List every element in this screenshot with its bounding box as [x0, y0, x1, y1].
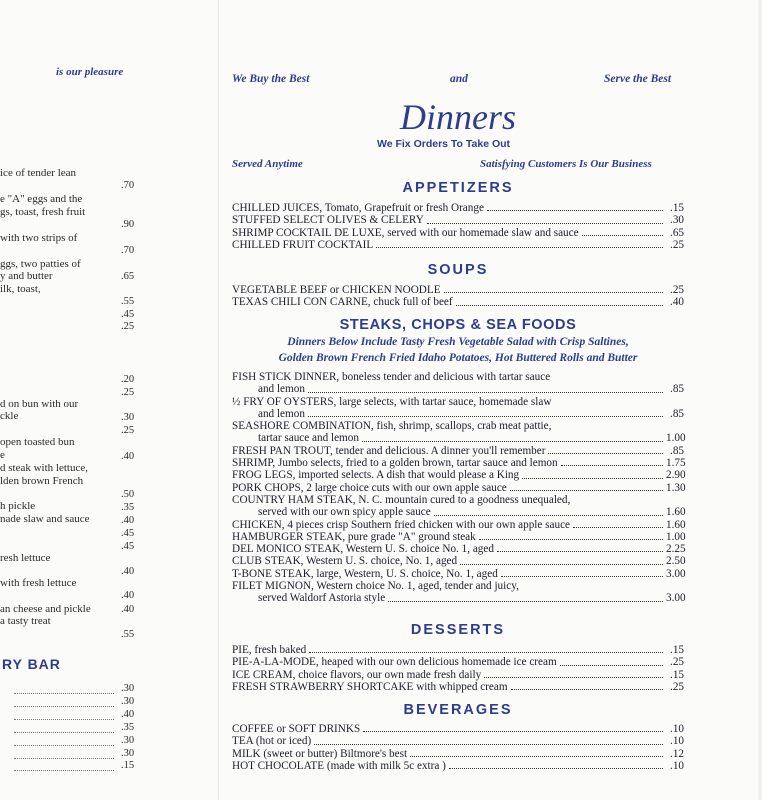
menu-item-row [232, 656, 684, 668]
header-middle: and [450, 73, 468, 85]
left-line: ilk, toast, [0, 283, 41, 295]
menu-item-row [232, 420, 684, 432]
left-leader [14, 732, 114, 733]
menu-item-name: SHRIMP, Jumbo selects, fried to a golden brown, tartar sauce and lemon [232, 457, 558, 470]
menu-item-name: FROG LEGS, imported selects. A dish that would please a King [232, 469, 520, 482]
left-line: open toasted bun [0, 436, 75, 448]
menu-item-price: .25 [670, 680, 684, 693]
menu-item-name: SHRIMP COCKTAIL DE LUXE, served with our homemade slaw and sauce [232, 226, 579, 239]
menu-item-name: CHILLED JUICES, Tomato, Grapefruit or fresh Orange [232, 202, 484, 214]
menu-item-row [232, 555, 684, 567]
dot-leader [497, 550, 663, 552]
left-price: .40 [121, 604, 135, 615]
left-price: .40 [121, 566, 135, 577]
menu-item-row [232, 482, 684, 494]
header-right: Serve the Best [604, 73, 672, 85]
left-price: .45 [121, 528, 135, 539]
left-line: a tasty treat [0, 615, 51, 627]
left-price: .70 [121, 180, 135, 191]
dot-leader [548, 452, 663, 454]
menu-item-price: 3.00 [666, 592, 686, 605]
menu-item-row [232, 296, 684, 308]
menu-item-price: 3.00 [666, 567, 686, 580]
left-leader [14, 770, 114, 771]
left-price: .55 [121, 629, 135, 640]
menu-item-row [232, 669, 684, 681]
menu-item-price: .85 [670, 383, 684, 396]
page-subtitle: We Fix Orders To Take Out [377, 138, 511, 150]
menu-item-name: FRESH STRAWBERRY SHORTCAKE with whipped cream [232, 680, 508, 693]
menu-item-row [232, 445, 684, 457]
menu-item-row [232, 644, 684, 656]
menu-item-price: 2.50 [666, 555, 686, 568]
tag-left: Served Anytime [232, 158, 303, 170]
steaks-note-2: Golden Brown French Fried Idaho Potatoes, Hot Buttered Rolls and Butter [278, 352, 638, 364]
menu-item-row [232, 735, 684, 747]
dot-leader [511, 688, 663, 690]
menu-item-name: VEGETABLE BEEF or CHICKEN NOODLE [232, 284, 441, 296]
left-line: ggs, two patties of [0, 258, 81, 270]
menu-item-row [232, 531, 684, 543]
left-line: h pickle [0, 500, 36, 512]
dot-leader [561, 464, 663, 466]
steaks-note-1: Dinners Below Include Tasty Fresh Vegetable Salad with Crisp Saltines, [287, 336, 629, 348]
left-line: e "A" eggs and the [0, 193, 83, 205]
menu-item-price: .85 [670, 407, 684, 420]
menu-item-name: MILK (sweet or butter) Biltmore's best [232, 747, 408, 760]
menu-item-price: .10 [670, 723, 684, 735]
left-line: ice of tender lean [0, 167, 77, 179]
menu-item-row [232, 432, 684, 444]
dot-leader [308, 415, 663, 417]
left-price: .45 [121, 309, 135, 320]
dot-leader [460, 563, 663, 565]
menu-item-price: .30 [670, 214, 684, 227]
left-price: .40 [121, 709, 135, 720]
menu-item-name: CHILLED FRUIT COCKTAIL [232, 238, 374, 251]
left-line: lden brown French [0, 475, 84, 487]
left-leader [14, 745, 114, 746]
left-leader [14, 693, 114, 694]
menu-item-name: CHICKEN, 4 pieces crisp Southern fried chicken with our own apple sauce [232, 518, 571, 531]
menu-item-name: PIE-A-LA-MODE, heaped with our own delicious homemade ice cream [232, 656, 557, 669]
menu-item-price: .85 [670, 444, 684, 457]
left-price: .90 [121, 219, 135, 230]
menu-item-row [232, 284, 684, 296]
dot-leader [487, 209, 663, 211]
menu-item-row [232, 457, 684, 469]
dot-leader [363, 730, 663, 732]
menu-item-name: TEXAS CHILI CON CARNE, chuck full of beef [232, 296, 453, 309]
left-price: .35 [121, 502, 135, 513]
page-fold [218, 0, 219, 800]
beverages-heading: BEVERAGES [403, 702, 513, 718]
menu-item-row [232, 723, 684, 735]
menu-item-row [232, 506, 684, 518]
menu-item-name: PIE, fresh baked [232, 644, 307, 656]
left-price: .30 [121, 735, 135, 746]
menu-item-price: .12 [670, 747, 684, 760]
dot-leader [309, 651, 663, 653]
dot-leader [560, 664, 663, 666]
menu-item-row [232, 681, 684, 693]
dot-leader [434, 514, 663, 516]
menu-item-price: .10 [670, 759, 684, 772]
dot-leader [479, 538, 663, 540]
menu-item-name: COFFEE or SOFT DRINKS [232, 723, 361, 735]
dot-leader [410, 755, 663, 757]
bar-heading: RY BAR [2, 656, 61, 672]
menu-item-price: .40 [670, 296, 684, 309]
menu-item-row [232, 408, 684, 420]
menu-item-row [232, 580, 684, 592]
left-line: resh lettuce [0, 552, 51, 564]
dot-leader [573, 526, 663, 528]
soups-heading: SOUPS [427, 262, 489, 278]
left-price: .20 [121, 374, 135, 385]
left-price: .30 [121, 696, 135, 707]
menu-item-name: T-BONE STEAK, large, Western, U. S. choice, No. 1, aged [232, 567, 498, 580]
dot-leader [314, 743, 663, 745]
menu-item-name: TEA (hot or iced) [232, 735, 312, 748]
left-line: e [0, 449, 5, 461]
menu-item-row [232, 748, 684, 760]
left-price: .65 [121, 271, 135, 282]
steaks-list [232, 371, 684, 605]
menu-item-name: served with our own spicy apple sauce [258, 506, 431, 519]
menu-item-name: tartar sauce and lemon [258, 432, 359, 445]
left-price: .45 [121, 541, 135, 552]
menu-item-price: 2.25 [666, 543, 686, 556]
appetizers-heading: APPETIZERS [402, 180, 514, 196]
menu-item-row [232, 227, 684, 239]
dot-leader [501, 575, 663, 577]
left-price: .30 [121, 683, 135, 694]
menu-item-name: FISH STICK DINNER, boneless tender and delicious with tartar sauce [232, 371, 551, 383]
desserts-heading: DESSERTS [410, 622, 506, 638]
appetizers-list [232, 202, 684, 251]
menu-item-price: .15 [670, 668, 684, 681]
tag-right: Satisfying Customers Is Our Business [480, 158, 652, 170]
left-line: an cheese and pickle [0, 603, 91, 615]
menu-item-name: ½ FRY OF OYSTERS, large selects, with tartar sauce, homemade slaw [232, 395, 552, 408]
menu-item-row [232, 396, 684, 408]
menu-item-row [232, 214, 684, 226]
menu-item-row [232, 383, 684, 395]
menu-item-row [232, 202, 684, 214]
dot-leader [308, 391, 663, 393]
left-price: .25 [121, 425, 135, 436]
menu-item-name: FILET MIGNON, Western choice No. 1, aged, tender and juicy, [232, 580, 519, 593]
menu-item-row [232, 239, 684, 251]
left-price: .40 [121, 515, 135, 526]
menu-item-price: .65 [670, 226, 684, 239]
menu-item-price: 1.00 [666, 530, 686, 543]
dot-leader [456, 304, 663, 306]
dot-leader [427, 222, 663, 224]
left-price: .25 [121, 387, 135, 398]
menu-item-price: 1.60 [666, 518, 686, 531]
menu-item-name: PORK CHOPS, 2 large choice cuts with our own apple sauce [232, 481, 507, 494]
menu-item-name: STUFFED SELECT OLIVES & CELERY [232, 214, 424, 227]
desserts-list [232, 644, 684, 693]
menu-item-price: 1.30 [666, 481, 686, 494]
left-panel [0, 0, 140, 800]
left-price: .30 [121, 748, 135, 759]
menu-item-name: SEASHORE COMBINATION, fish, shrimp, scallops, crab meat pattie, [232, 420, 552, 433]
menu-item-row [232, 568, 684, 580]
menu-item-price: 1.60 [666, 506, 686, 519]
menu-item-price: 1.75 [666, 457, 686, 470]
dot-leader [362, 440, 663, 442]
left-price: .50 [121, 489, 135, 500]
menu-item-name: served Waldorf Astoria style [258, 592, 386, 605]
menu-item-name: DEL MONICO STEAK, Western U. S. choice No. 1, aged [232, 543, 494, 556]
beverages-list [232, 723, 684, 772]
menu-item-price: .10 [670, 735, 684, 748]
left-leader [14, 758, 114, 759]
left-line: with fresh lettuce [0, 577, 77, 589]
left-tagline: is our pleasure [56, 66, 124, 78]
menu-item-row [232, 592, 684, 604]
dot-leader [388, 600, 663, 602]
dot-leader [522, 477, 663, 479]
left-price: .55 [121, 296, 135, 307]
left-line: gs, toast, fresh fruit [0, 206, 86, 218]
header-left: We Buy the Best [232, 73, 310, 85]
menu-item-price: .15 [670, 202, 684, 214]
left-line: y and butter [0, 270, 53, 282]
dot-leader [510, 489, 663, 491]
menu-item-price: .25 [670, 284, 684, 296]
page-edge [758, 0, 762, 800]
left-line: with two strips of [0, 232, 78, 244]
left-price: .40 [121, 590, 135, 601]
menu-item-row [232, 543, 684, 555]
menu-item-name: HAMBURGER STEAK, pure grade "A" ground steak [232, 530, 476, 543]
menu-item-price: .25 [670, 656, 684, 669]
menu-item-price: .25 [670, 238, 684, 251]
menu-item-name: and lemon [258, 407, 305, 420]
soups-list [232, 284, 684, 309]
left-line: d on bun with our [0, 398, 79, 410]
left-price: .25 [121, 321, 135, 332]
left-line: nade slaw and sauce [0, 513, 90, 525]
menu-item-price: .15 [670, 644, 684, 656]
dot-leader [376, 246, 663, 248]
menu-item-name: FRESH PAN TROUT, tender and delicious. A dinner you'll remember [232, 444, 546, 457]
left-leader [14, 719, 114, 720]
left-price: .70 [121, 245, 135, 256]
left-line: ckle [0, 410, 19, 422]
page-title: Dinners [400, 97, 516, 137]
left-price: .40 [121, 451, 135, 462]
left-leader [14, 706, 114, 707]
dot-leader [484, 676, 663, 678]
left-line: d steak with lettuce, [0, 462, 88, 474]
dot-leader [444, 291, 663, 293]
menu-item-row [232, 494, 684, 506]
menu-item-name: and lemon [258, 383, 305, 396]
menu-item-price: 2.90 [666, 469, 686, 482]
left-price: .15 [121, 760, 135, 771]
dot-leader [582, 234, 663, 236]
menu-item-name: ICE CREAM, choice flavors, our own made fresh daily [232, 668, 482, 681]
steaks-heading: STEAKS, CHOPS & SEA FOODS [339, 317, 577, 333]
menu-item-row [232, 760, 684, 772]
menu-item-row [232, 371, 684, 383]
dot-leader [449, 767, 663, 769]
menu-item-name: HOT CHOCOLATE (made with milk 5c extra ) [232, 759, 446, 772]
menu-item-name: CLUB STEAK, Western U. S. choice, No. 1, aged [232, 555, 458, 568]
left-price: .35 [121, 722, 135, 733]
menu-item-row [232, 469, 684, 481]
menu-item-price: 1.00 [666, 432, 686, 445]
left-price: .30 [121, 412, 135, 423]
menu-item-row [232, 519, 684, 531]
menu-item-name: COUNTRY HAM STEAK, N. C. mountain cured to a goodness unequaled, [232, 493, 571, 506]
